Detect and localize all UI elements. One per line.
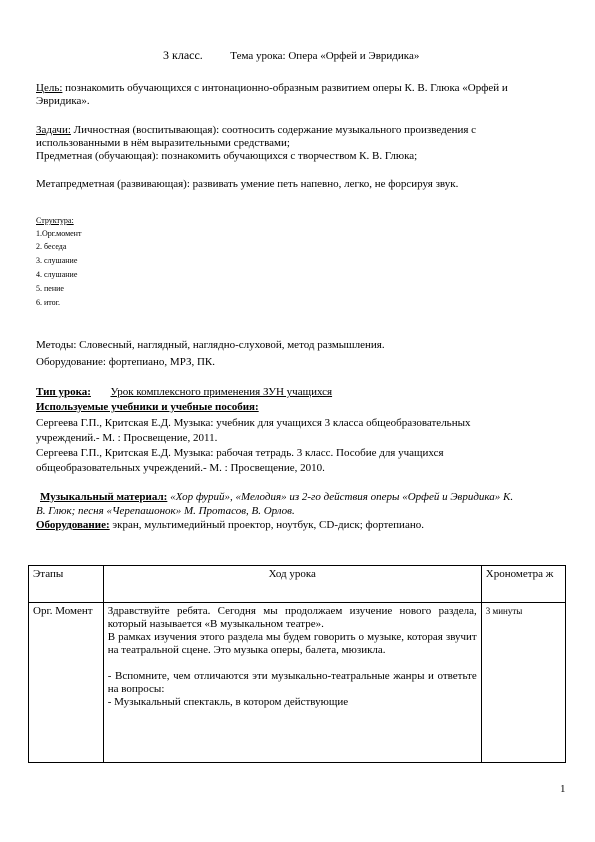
methods-line: Методы: Словесный, наглядный, наглядно-слуховой, метод размышления.	[36, 339, 385, 351]
lesson-type-label: Тип урока:	[36, 386, 91, 398]
page-number: 1	[560, 783, 566, 795]
lesson-flow-cell	[103, 603, 481, 763]
goal-text-1: познакомить обучающихся с интонационно-образным развитием оперы К. В. Глюка «Орфей и	[62, 82, 508, 94]
lesson-type-line	[36, 386, 332, 399]
structure-item: 6. итог.	[36, 298, 61, 307]
goal-text-2: Эвридика».	[36, 95, 90, 107]
textbook-line: Сергеева Г.П., Критская Е.Д. Музыка: учебник для учащихся 3 класса общеобразовательных	[36, 417, 471, 429]
goal-line-1	[36, 82, 508, 95]
structure-title: Структура:	[36, 216, 74, 225]
material-text-1: «Хор фурий», «Мелодия» из 2-го действия оперы «Орфей и Эвридика» К.	[167, 491, 514, 503]
header-timing: Хронометра ж	[481, 566, 565, 603]
lesson-paragraph: Здравствуйте ребята. Сегодня мы продолжаем изучение нового раздела, который называется «В музыкальном театре».	[107, 605, 477, 630]
textbook-line: общеобразовательных учреждений.- М. : Просвещение, 2010.	[36, 462, 325, 474]
tasks-label: Задачи:	[36, 124, 71, 136]
lesson-table	[28, 565, 566, 763]
timing-cell: 3 минуты	[481, 603, 565, 763]
goal-label: Цель:	[36, 82, 63, 94]
equipment2-value: экран, мультимедийный проектор, ноутбук, CD-диск; фортепиано.	[109, 519, 424, 531]
stage-cell: Орг. Момент	[29, 603, 104, 763]
table-row	[29, 603, 566, 763]
structure-item: 3. слушание	[36, 256, 78, 265]
structure-item: 1.Орг.момент	[36, 229, 82, 238]
structure-item: 5. пение	[36, 284, 64, 293]
material-line-1	[40, 491, 513, 504]
header-stages: Этапы	[29, 566, 104, 603]
tasks-line-1	[36, 124, 476, 137]
structure-item: 4. слушание	[36, 270, 78, 279]
material-text-2: В. Глюк; песня «Черепашонок» М. Протасов, В. Орлов.	[36, 505, 295, 517]
textbook-line: Сергеева Г.П., Критская Е.Д. Музыка: рабочая тетрадь. 3 класс. Пособие для учащихся	[36, 447, 444, 459]
lesson-paragraph: В рамках изучения этого раздела мы будем говорить о музыке, которая звучит на театральной сцене. Это музыка оперы, балета, мюзикла.	[107, 631, 477, 656]
textbook-line: учреждений.- М. : Просвещение, 2011.	[36, 432, 218, 444]
lesson-topic: Тема урока: Опера «Орфей и Эвридика»	[230, 50, 420, 62]
header-lesson-flow: Ход урока	[103, 566, 481, 603]
lesson-paragraph: - Вспомните, чем отличаются эти музыкально-театральные жанры и ответьте на вопросы:	[107, 670, 477, 695]
tasks-meta: Метапредметная (развивающая): развивать умение петь напевно, легко, не форсируя звук.	[36, 178, 459, 190]
table-header-row	[29, 566, 566, 603]
tasks-text-1: Личностная (воспитывающая): соотносить содержание музыкального произведения с	[70, 124, 477, 136]
lesson-paragraph: - Музыкальный спектакль, в котором действующие	[107, 696, 349, 708]
equipment-line: Оборудование: фортепиано, МРЗ, ПК.	[36, 356, 215, 368]
header-line	[163, 49, 419, 63]
class-label: 3 класс.	[163, 48, 203, 62]
equipment2-line	[36, 519, 424, 532]
equipment2-label: Оборудование:	[36, 519, 110, 531]
textbooks-title: Используемые учебники и учебные пособия:	[36, 401, 259, 413]
tasks-subject: Предметная (обучающая): познакомить обучающихся с творчеством К. В. Глюка;	[36, 150, 418, 162]
tasks-text-2: использованными в нём выразительными средствами;	[36, 137, 290, 149]
structure-item: 2. беседа	[36, 242, 67, 251]
material-label: Музыкальный материал:	[40, 491, 168, 503]
lesson-type-value: Урок комплексного применения ЗУН учащихся	[110, 386, 333, 398]
